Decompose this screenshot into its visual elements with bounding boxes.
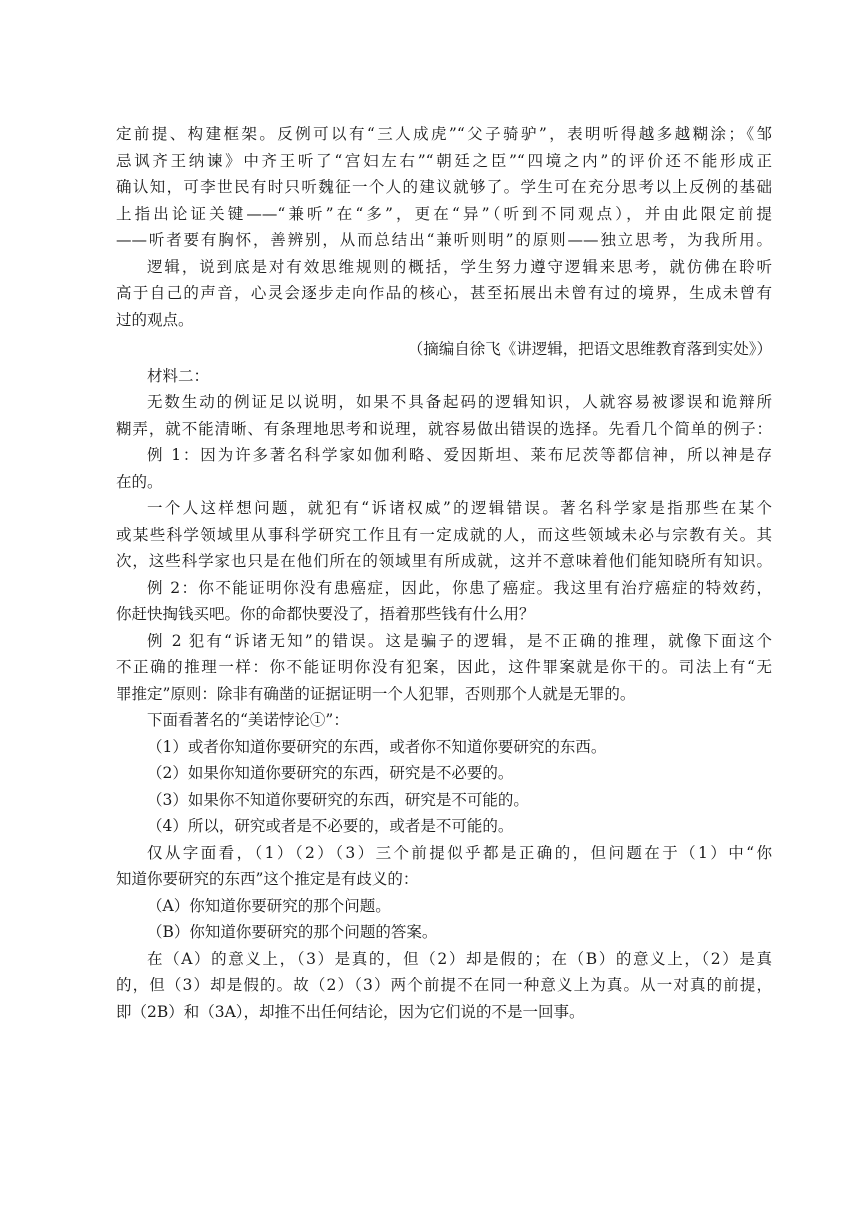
text-line: 忌讽齐王纳谏》中齐王听了“宫妇左右”“朝廷之臣”“四境之内”的评价还不能形成正: [116, 151, 772, 170]
example-2: [116, 576, 772, 628]
example-1: [116, 443, 772, 495]
text-line: 即（2B）和（3A），却推不出任何结论，因为它们说的不是一回事。: [116, 1002, 585, 1021]
list-item: （A）你知道你要研究的那个问题。: [147, 896, 391, 915]
text-line: 知道你要研究的东西”这个推定是有歧义的：: [116, 870, 419, 888]
list-item: （2）如果你知道你要研究的东西，研究是不必要的。: [147, 764, 514, 782]
text-line: 在的。: [116, 472, 163, 491]
text-line: 无数生动的例证足以说明，如果不具备起码的逻辑知识，人就容易被谬误和诡辩所: [147, 393, 772, 411]
list-item: （4）所以，研究或者是不必要的，或者是不可能的。: [147, 817, 514, 835]
text-line: 确认知，可李世民有时只听魏征一个人的建议就够了。学生可在充分思考以上反例的基础: [116, 178, 772, 196]
paragraph: [116, 496, 772, 575]
text-line: 例 2：你不能证明你没有患癌症，因此，你患了癌症。我这里有治疗癌症的特效药，: [147, 578, 772, 597]
text-line: 仅从字面看，（1）（2）（3）三个前提似乎都是正确的，但问题在于（1）中“你: [147, 843, 772, 862]
text-line: 你赶快掏钱买吧。你的命都快要没了，捂着那些钱有什么用？: [116, 605, 535, 623]
text-line: 一个人这样想问题，就犯有“诉诸权威”的逻辑错误。著名科学家是指那些在某个: [147, 499, 772, 517]
ambiguity-list: [116, 894, 772, 946]
text-line: 定前提、构建框架。反例可以有“三人成虎”“父子骑驴”，表明听得越多越糊涂；《邹: [116, 125, 772, 143]
list-item: （B）你知道你要研究的那个问题的答案。: [147, 923, 438, 941]
text-line: 不正确的推理一样：你不能证明你没有犯案，因此，这件罪案就是你干的。司法上有“无: [116, 658, 772, 676]
text-line: 例 1：因为许多著名科学家如伽利略、爱因斯坦、莱布尼茨等都信神，所以神是存: [147, 446, 772, 464]
list-item: （1）或者你知道你要研究的东西，或者你不知道你要研究的东西。: [147, 737, 607, 756]
text-line: 例 2 犯有“诉诸无知”的错误。这是骗子的逻辑，是不正确的推理，就像下面这个: [147, 631, 772, 650]
paragraph: [116, 841, 772, 893]
paragraph: [116, 255, 772, 334]
text-line: 糊弄，就不能清晰、有条理地思考和说理，就容易做出错误的选择。先看几个简单的例子：: [116, 419, 772, 438]
section-heading: 材料二：: [147, 366, 210, 385]
text-line: 的，但（3）却是假的。故（2）（3）两个前提不在同一种意义上为真。从一对真的前提，: [116, 976, 772, 994]
text-line: 逻辑，说到底是对有效思维规则的概括，学生努力遵守逻辑来思考，就仿佛在聆听: [147, 257, 772, 276]
text-line: 上指出论证关键——“兼听”在“多”，更在“异”（听到不同观点），并由此限定前提: [116, 204, 772, 223]
paragraph: [116, 390, 772, 442]
document-body: [116, 122, 772, 1025]
text-line: 次，这些科学家也只是在他们所在的领域里有所成就，这并不意味着他们能知晓所有知识。: [116, 552, 772, 570]
meno-paradox-list: [116, 735, 772, 840]
text-line: 高于自己的声音，心灵会逐步走向作品的核心，甚至拓展出未曾有过的境界，生成未曾有: [116, 284, 772, 302]
text-line: 或某些科学领域里从事科学研究工作且有一定成就的人，而这些领域未必与宗教有关。其: [116, 525, 772, 544]
paragraph: [116, 122, 772, 254]
text-line: ——听者要有胸怀，善辨别，从而总结出“兼听则明”的原则——独立思考，为我所用。: [116, 231, 772, 249]
text-line: 过的观点。: [116, 310, 194, 329]
paragraph: [116, 947, 772, 1026]
meno-paradox-intro: 下面看著名的“美诺悖论①”：: [147, 711, 349, 729]
source-citation: （摘编自徐飞《讲逻辑，把语文思维教育落到实处》）: [407, 340, 772, 358]
text-line: 在（A）的意义上，（3）是真的，但（2）却是假的；在（B）的意义上，（2）是真: [147, 949, 772, 968]
text-line: 罪推定”原则：除非有确凿的证据证明一个人犯罪，否则那个人就是无罪的。: [116, 684, 636, 703]
paragraph: [116, 629, 772, 708]
list-item: （3）如果你不知道你要研究的东西，研究是不可能的。: [147, 790, 529, 809]
